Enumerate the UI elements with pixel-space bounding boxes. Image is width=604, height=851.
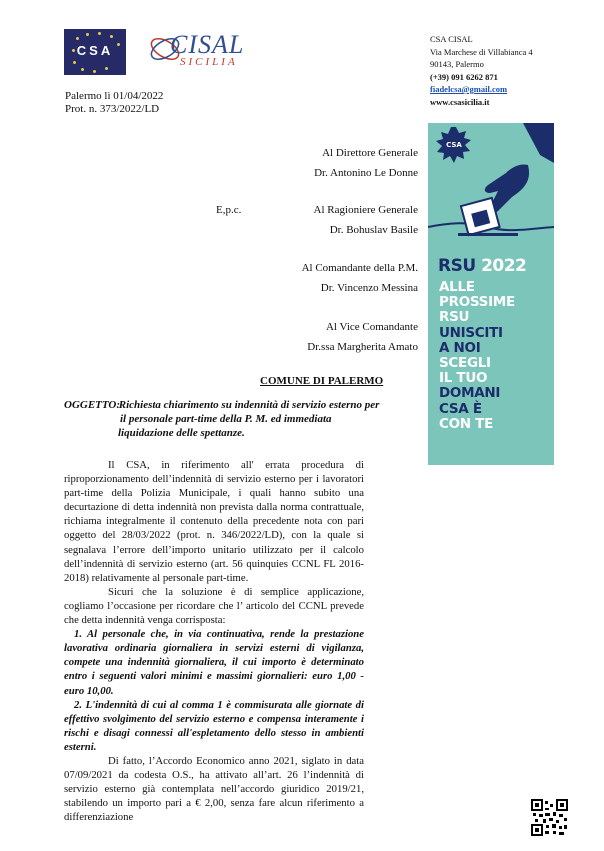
rsu-title	[438, 256, 526, 276]
slogan-line: A NOI	[439, 339, 481, 356]
banner-slogan	[439, 280, 515, 432]
cisal-logo-subtext: SICILIA	[180, 56, 238, 68]
address-email-link[interactable]: fiadelcsa@gmail.com	[430, 84, 508, 94]
recipient-name: Dr. Vincenzo Messina	[320, 282, 418, 294]
recipient-2	[314, 204, 418, 237]
recipient-title: Al Ragioniere Generale	[313, 204, 418, 216]
qr-code-icon	[531, 799, 568, 836]
recipient-4	[307, 321, 418, 354]
recipient-title: Al Vice Comandante	[325, 321, 418, 333]
recipient-1	[314, 147, 418, 180]
rsu-year: 2022	[481, 256, 527, 276]
slogan-line: ALLE	[439, 279, 475, 295]
slogan-line: PROSSIME	[439, 294, 515, 311]
quoted-clause-2: 2. L'indennità di cui al comma 1 è commisurata alle giornate di effettivo svolgimento del servizio esterno e compensa interamente i rischi e disagi connessi all'espletamento dello stesso in ambienti esterni.	[64, 698, 364, 753]
date-block	[65, 90, 163, 116]
protocol-number: Prot. n. 373/2022/LD	[65, 103, 160, 115]
cisal-logo	[148, 30, 248, 70]
rsu-banner	[428, 123, 554, 465]
address-street: Via Marchese di Villabianca 4	[430, 46, 533, 57]
address-website: www.csasicilia.it	[430, 96, 490, 107]
slogan-line: IL TUO	[439, 370, 488, 387]
sender-address	[430, 33, 533, 108]
epc-label: E,p.c.	[216, 204, 242, 216]
subject-line-3: liquidazione delle spettanze.	[118, 427, 245, 439]
recipient-3	[302, 262, 418, 295]
letter-body	[64, 458, 364, 824]
subject-line-1: Richiesta chiarimento su indennità di servizio esterno per	[118, 399, 380, 411]
rsu-label: RSU	[438, 256, 476, 276]
recipient-title: Al Comandante della P.M.	[301, 262, 418, 274]
slogan-line: SCEGLI	[439, 355, 491, 372]
body-paragraph: Di fatto, l’Accordo Economico anno 2021, siglato in data 07/09/2021 da codesta O.S., ha attivato all’art. 26 l’indennità di servizio esterno già contemplata nell’accordo giuridico 2019/21, stabilendo un importo pari a € 2,00, senza fare alcun riferimento a differenziazione	[64, 754, 364, 824]
recipient-title: Al Direttore Generale	[322, 147, 418, 159]
ballot-hand-icon	[428, 123, 554, 253]
recipient-name: Dr. Antonino Le Donne	[314, 167, 418, 179]
cisal-logo-text: CISAL	[170, 30, 245, 59]
address-phone: (+39) 091 6262 871	[430, 71, 498, 82]
slogan-line: DOMANI	[439, 385, 501, 402]
body-paragraph: Sicuri che la soluzione è di semplice applicazione, cogliamo l’occasione per ricordare che l’ articolo del CCNL prevede che detta indennità venga corrisposta:	[64, 585, 364, 627]
subject-block	[64, 398, 394, 440]
quoted-clause-1: 1. Al personale che, in via continuativa, rende la prestazione lavorativa ordinaria giornaliera in servizi esterni di vigilanza, compete una indennità giornaliera, il cui importo è determinato entro i seguenti valori minimi e massimi giornalieri: euro 1,00 - euro 10,00.	[64, 628, 364, 697]
subject-label: OGGETTO:	[64, 399, 121, 411]
recipient-name: Dr.ssa Margherita Amato	[307, 341, 418, 353]
slogan-line: CON TE	[439, 415, 494, 432]
comune-heading: COMUNE DI PALERMO	[260, 375, 384, 387]
slogan-line: CSA È	[439, 400, 482, 417]
subject-line-2: il personale part-time della P. M. ed immediata	[120, 413, 332, 425]
csa-badge-text: CSA	[446, 141, 462, 149]
letter-date: Palermo lì 01/04/2022	[65, 90, 164, 102]
csa-logo-text: CSA	[76, 43, 114, 58]
slogan-line: RSU	[439, 309, 470, 326]
address-city: 90143, Palermo	[430, 59, 484, 69]
address-org: CSA CISAL	[430, 34, 473, 44]
csa-logo	[64, 29, 126, 75]
body-paragraph: Il CSA, in riferimento all' errata procedura di riproporzionamento dell’indennità di servizio esterno per i lavoratori part-time della Polizia Municipale, i quali hanno subito una decurtazione di detta indennità non prevista dalla norma contrattuale, richiama integralmente il contenuto della precedente nota con pari oggetto del 28/03/2022 (prot. n. 346/2022/LD), con la quale si segnalava l’errore dell’importo unitario utilizzato per il calcolo dell’indennità di servizio esterno (art. 56 quinquies CCNL FL 2016-2018) relativamente al personale part-time.	[64, 459, 364, 584]
recipient-name: Dr. Bohuslav Basile	[329, 224, 418, 236]
slogan-line: UNISCITI	[439, 324, 503, 341]
